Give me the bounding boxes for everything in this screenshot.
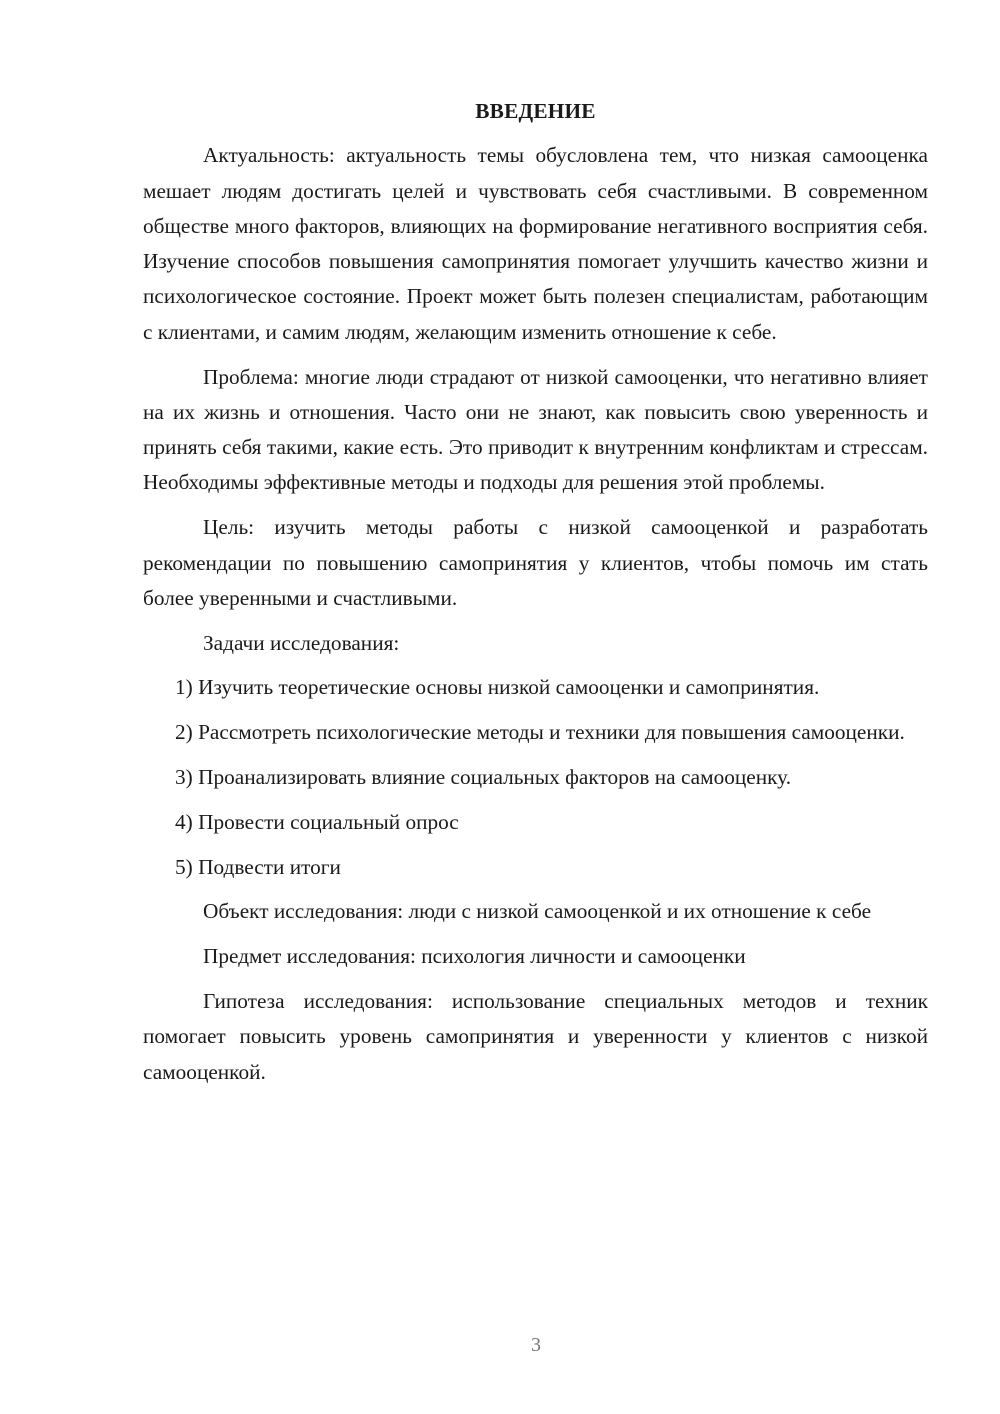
paragraph-goal: Цель: изучить методы работы с низкой самооценкой и разработать рекомендации по повышению самопринятия у клиентов, чтобы помочь им стать более уверенными и счастливыми. — [143, 515, 928, 610]
task-item-5: 5) Подвести итоги — [175, 854, 341, 879]
task-item-4: 4) Провести социальный опрос — [175, 809, 459, 834]
page-body — [143, 94, 928, 1090]
page-number: 3 — [531, 1334, 541, 1356]
task-item-2: 2) Рассмотреть психологические методы и техники для повышения самооценки. — [175, 720, 905, 745]
paragraph-hypothesis: Гипотеза исследования: использование специальных методов и техник помогает повысить уровень самопринятия и уверенности у клиентов с низкой самооценкой. — [143, 989, 928, 1084]
paragraph-object: Объект исследования: люди с низкой самооценкой и их отношение к себе — [203, 899, 872, 924]
paragraph-relevance: Актуальность: актуальность темы обусловлена тем, что низкая самооценка мешает людям достигать целей и чувствовать себя счастливыми. В современном обществе много факторов, влияющих на формирование негативного восприятия себя. Изучение способов повышения самопринятия помогает улучшить качество жизни и психологическое состояние. Проект может быть полезен специалистам, работающим с клиентами, и самим людям, желающим изменить отношение к себе. — [143, 143, 928, 344]
task-item-1: 1) Изучить теоретические основы низкой самооценки и самопринятия. — [175, 675, 820, 700]
paragraph-problem: Проблема: многие люди страдают от низкой самооценки, что негативно влияет на их жизнь и отношения. Часто они не знают, как повысить свою уверенность и принять себя такими, какие есть. Это приводит к внутренним конфликтам и стрессам. Необходимы эффективные методы и подходы для решения этой проблемы. — [143, 364, 928, 495]
tasks-heading: Задачи исследования: — [203, 630, 400, 655]
section-heading: ВВЕДЕНИЕ — [475, 99, 596, 123]
paragraph-subject: Предмет исследования: психология личности и самооценки — [203, 944, 746, 969]
task-item-3: 3) Проанализировать влияние социальных факторов на самооценку. — [175, 765, 792, 790]
